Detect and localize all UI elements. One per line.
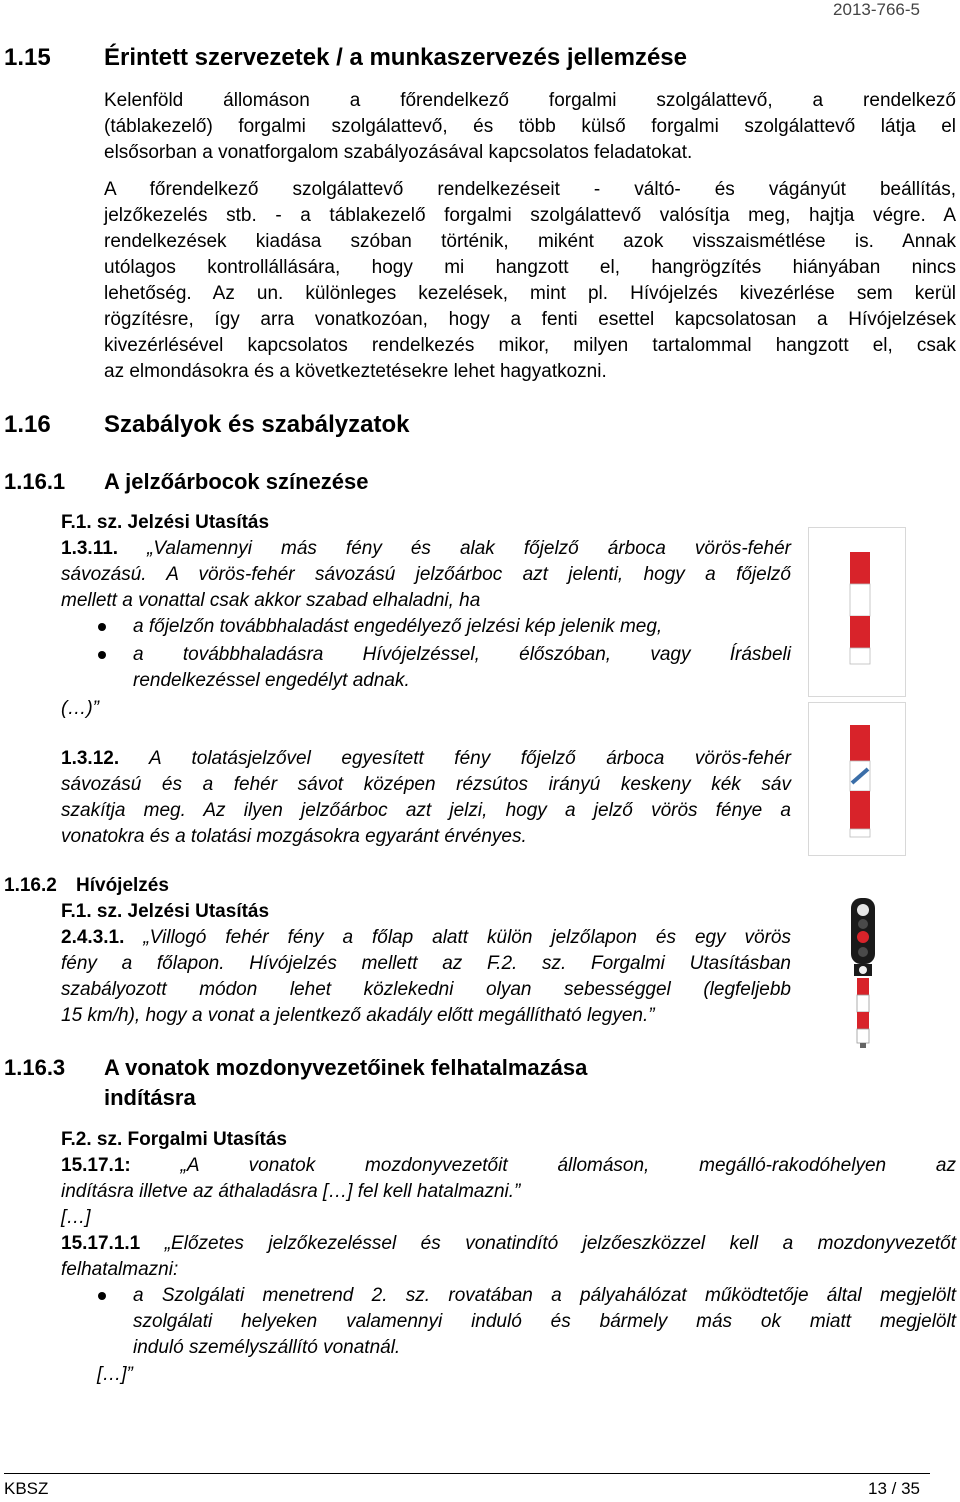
rule-15-17-1: 15.17.1: „A vonatok mozdonyvezetőit állomáson, megálló-rakodóhelyen az indításra illetve az áthaladásra […] fel kell hatalmazni.”: [61, 1155, 956, 1202]
section-title-1-16-2: Hívójelzés: [76, 875, 169, 896]
doc-number: 2013-766-5: [833, 0, 920, 19]
section-number-1-16: 1.16: [4, 411, 51, 438]
page-number: 13 / 35: [868, 1479, 920, 1498]
red-white-blue-mast-icon: [808, 702, 906, 856]
section-number-1-16-1: 1.16.1: [4, 469, 66, 494]
rule-1-3-12: 1.3.12. A tolatásjelzővel egyesített fény főjelző árboca vörös-fehér sávozású és a fehér sávot középen rézsútos irányú keskeny kék sáv szakítja meg. Az ilyen jelzőárboc azt jelzi, hogy a jelző vörös fénye a vonatokra és a tolatási mozgásokra egyaránt érvényes.: [61, 748, 791, 847]
bullet-dot: [98, 623, 106, 631]
footer-rule: [4, 1473, 930, 1474]
source-jelzesi-utasitas: F.1. sz. Jelzési Utasítás: [61, 901, 270, 922]
bullet-dot: [98, 1292, 106, 1300]
list-item: a továbbhaladásra Hívójelzéssel, élőszóban, vagy Írásbeli rendelkezéssel engedélyt adnak.: [133, 644, 791, 691]
footer-left: KBSZ: [4, 1479, 49, 1498]
paragraph-1-15-a: Kelenföld állomáson a főrendelkező forgalmi szolgálattevő, a rendelkező (táblakezelő) forgalmi szolgálattevő, és több külső forgalmi szolgálattevő látja el elsősorban a vonatforgalom szabályozásával kapcsolatos feladatokat.: [104, 90, 956, 163]
section-number-1-15: 1.15: [4, 44, 51, 71]
call-on-signal-icon: [838, 894, 888, 1050]
list-item: a Szolgálati menetrend 2. sz. rovatában a pályahálózat működtetője által megjelölt szolgálati helyeken valamennyi induló és bármely más ok miatt megjelölt induló személyszállító vonatnál.: [133, 1285, 956, 1358]
rule-2-4-3-1: 2.4.3.1. „Villogó fehér fény a főlap alatt külön jelzőlapon és egy vörös fény a főlapon. Hívójelzés mellett az F.2. sz. Forgalmi Utasításban szabályozott módon lehet közlekedni olyan sebességgel (legfeljebb 15 km/h), hogy a vonat a jelentkező akadály előtt megállítható legyen.”: [61, 927, 791, 1026]
section-title-1-16: Szabályok és szabályzatok: [104, 411, 410, 438]
ellipsis: (…)”: [61, 698, 99, 719]
source-jelzesi-utasitas: F.1. sz. Jelzési Utasítás: [61, 512, 270, 533]
source-forgalmi-utasitas: F.2. sz. Forgalmi Utasítás: [61, 1129, 287, 1150]
section-title-1-16-1: A jelzőárbocok színezése: [104, 469, 369, 494]
bullet-dot: [98, 651, 106, 659]
ellipsis: […]: [61, 1207, 91, 1228]
section-number-1-16-3: 1.16.3: [4, 1055, 66, 1080]
section-title-1-16-3: A vonatok mozdonyvezetőinek felhatalmazása indításra: [104, 1055, 588, 1110]
rule-15-17-1-1: 15.17.1.1 „Előzetes jelzőkezeléssel és vonatindító jelzőeszközzel kell a mozdonyvezetőt felhatalmazni:: [61, 1233, 956, 1280]
list-item: a főjelzőn továbbhaladást engedélyező jelzési kép jelenik meg,: [133, 616, 663, 637]
red-white-mast-icon: [808, 527, 906, 697]
paragraph-1-15-b: A főrendelkező szolgálattevő rendelkezéseit - váltó- és vágányút beállítás, jelzőkezelés stb. - a táblakezelő forgalmi szolgálattevő valósítja meg, hajtja végre. A rendelkezések kiadása szóban történik, miként azok visszaismétlése is. Annak utólagos kontrollállására, hogy mi hangzott el, hangrögzítés hiányában nincs lehetőség. Az un. különleges kezelések, mint pl. Hívójelzés kivezérlése sem kerül rögzítésre, így arra vonatkozóan, hogy a fenti esettel kapcsolatosan a Hívójelzések kivezérlésével kapcsolatos rendelkezés mikor, milyen tartalommal hangzott el, csak az elmondásokra és a következtetésekre lehet hagyatkozni.: [104, 179, 956, 382]
section-title-1-15: Érintett szervezetek / a munkaszervezés jellemzése: [104, 44, 687, 71]
section-number-1-16-2: 1.16.2: [4, 875, 57, 896]
ellipsis: […]”: [97, 1364, 133, 1385]
rule-1-3-11: 1.3.11. „Valamennyi más fény és alak főjelző árboca vörös-fehér sávozású. A vörös-fehér sávozású jelzőárboc azt jelenti, hogy a főjelző mellett a vonattal csak akkor szabad elhaladni, ha: [61, 538, 791, 611]
